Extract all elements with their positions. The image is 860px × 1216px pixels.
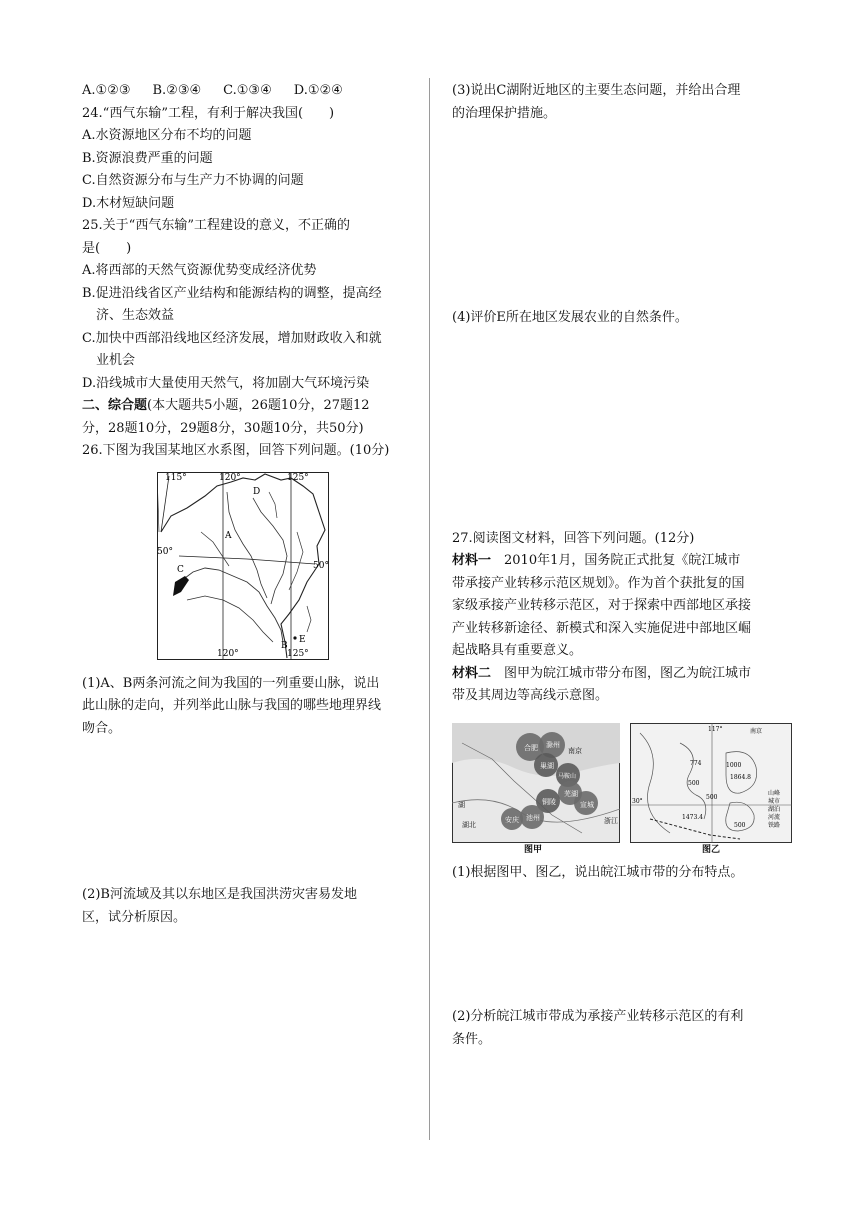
map-label-c: C bbox=[177, 565, 184, 575]
legend-lake: 湖泊 bbox=[768, 806, 781, 813]
label-maanshan: 马鞍山 bbox=[558, 773, 577, 780]
material-1-text-1: 2010年1月，国务院正式批复《皖江城市 bbox=[491, 553, 741, 568]
material-2-text-1: 图甲为皖江城市带分布图，图乙为皖江城市 bbox=[491, 665, 752, 681]
q27-m2-line2: 带及其周边等高线示意图。 bbox=[452, 688, 609, 703]
label-hefei: 合肥 bbox=[524, 744, 538, 752]
q27-sub1: (1)根据图甲、图乙，说出皖江城市带的分布特点。 bbox=[452, 864, 744, 880]
map-label-50-left: 50° bbox=[157, 547, 173, 557]
label-hubei: 湖北 bbox=[462, 821, 476, 829]
label-wuhu: 芜湖 bbox=[564, 790, 578, 798]
label-774: 774 bbox=[690, 760, 702, 767]
answer-space-3 bbox=[452, 125, 780, 307]
map-label-120-bottom: 120° bbox=[217, 649, 239, 659]
q27-m1-line2: 带承接产业转移示范区规划》。作为首个获批复的国 bbox=[452, 575, 745, 591]
legend-river: 河流 bbox=[768, 814, 781, 821]
q26-sub1-line2: 此山脉的走向，并列举此山脉与我国的哪些地理界线 bbox=[82, 698, 382, 713]
label-nanjing-b: 南京 bbox=[750, 728, 763, 735]
label-chuzhou: 滁州 bbox=[546, 741, 560, 749]
q27-stem: 27.阅读图文材料，回答下列问题。(12分) bbox=[452, 530, 695, 546]
q24-option-a: A.水资源地区分布不均的问题 bbox=[82, 128, 252, 143]
column-divider bbox=[429, 78, 430, 1140]
q27-m1-line4: 产业转移新途径、新模式和深入实施促进中部地区崛 bbox=[452, 620, 752, 636]
label-500-b: 500 bbox=[706, 794, 718, 801]
q25-stem-1: 25.关于“西气东输”工程建设的意义，不正确的 bbox=[82, 218, 350, 233]
q25-option-b-2: 济、生态效益 bbox=[96, 308, 175, 323]
q25-option-b-1: B.促进沿线省区产业结构和能源结构的调整，提高经 bbox=[82, 285, 382, 301]
label-tongling: 铜陵 bbox=[542, 798, 556, 806]
map-label-d: D bbox=[253, 487, 261, 497]
map-label-e: E bbox=[299, 635, 306, 645]
map-label-120-top: 120° bbox=[219, 473, 241, 483]
label-hu: 湖 bbox=[458, 801, 465, 809]
label-500-c: 500 bbox=[734, 822, 746, 829]
label-1000: 1000 bbox=[726, 762, 742, 769]
q27-m1-line1 bbox=[452, 550, 780, 573]
label-30: 30° bbox=[632, 798, 643, 805]
q26-sub1-line3: 吻合。 bbox=[82, 720, 122, 736]
q26-sub3-line1: (3)说出C湖附近地区的主要生态问题，并给出合理 bbox=[452, 83, 741, 98]
label-anqing: 安庆 bbox=[505, 816, 519, 824]
figure-b-caption: 图乙 bbox=[702, 845, 721, 855]
q23-option-a: A.①②③ bbox=[82, 83, 131, 98]
q27-sub2-line1: (2)分析皖江城市带成为承接产业转移示范区的有利 bbox=[452, 1009, 744, 1024]
q24-option-b: B.资源浪费严重的问题 bbox=[82, 150, 213, 166]
map-label-b: B bbox=[281, 641, 288, 651]
section2-title: 二、综合题 bbox=[82, 398, 148, 413]
q27-m1-line3: 家级承接产业转移示范区，对于探索中西部地区承接 bbox=[452, 598, 752, 613]
label-chizhou: 池州 bbox=[526, 814, 540, 822]
answer-space-4 bbox=[452, 330, 780, 528]
q23-option-d: D.①②④ bbox=[293, 83, 343, 98]
q27-m2-line1 bbox=[452, 663, 780, 686]
label-xuancheng: 宣城 bbox=[580, 801, 594, 809]
material-1-label: 材料一 bbox=[452, 553, 492, 568]
label-nanjing: 南京 bbox=[568, 747, 582, 755]
answer-space-27-1 bbox=[452, 884, 780, 1006]
river-system-map bbox=[157, 472, 329, 660]
q27-m1-line5: 起战略具有重要意义。 bbox=[452, 643, 583, 658]
q25-stem-2: 是( ) bbox=[82, 240, 132, 256]
figure-row bbox=[452, 723, 792, 855]
map-label-125-top: 125° bbox=[287, 473, 309, 483]
q23-option-b: B.②③④ bbox=[152, 83, 202, 98]
section2-desc-2: 分，28题10分，29题8分，30题10分，共50分) bbox=[82, 420, 364, 436]
section2-desc-1: (本大题共5小题，26题10分，27题12 bbox=[147, 398, 370, 413]
answer-space-1 bbox=[82, 740, 410, 884]
map-label-a: A bbox=[225, 531, 232, 541]
q23-options bbox=[82, 80, 410, 103]
q26-sub3-line2: 的治理保护措施。 bbox=[452, 105, 557, 121]
q26-sub2-line2: 区，试分析原因。 bbox=[82, 909, 187, 925]
map-label-115: 115° bbox=[165, 473, 187, 483]
legend-city: 城市 bbox=[768, 798, 781, 805]
q25-option-d: D.沿线城市大量使用天然气，将加剧大气环境污染 bbox=[82, 375, 370, 391]
right-column bbox=[452, 80, 780, 1051]
label-chaohu: 巢湖 bbox=[540, 762, 554, 770]
q24-option-c: C.自然资源分布与生产力不协调的问题 bbox=[82, 173, 304, 188]
label-zhejiang: 浙江 bbox=[604, 817, 618, 825]
legend-peak: 山峰 bbox=[768, 790, 781, 797]
figure-a-caption: 图甲 bbox=[524, 845, 543, 855]
label-500-a: 500 bbox=[688, 780, 700, 787]
map-label-50-right: 50° bbox=[313, 561, 329, 571]
legend-rail: 铁路 bbox=[768, 822, 781, 829]
figure-b-map bbox=[630, 723, 792, 843]
label-1864: 1864.8 bbox=[730, 774, 751, 781]
q27-sub2-line2: 条件。 bbox=[452, 1031, 492, 1047]
figure-a-map bbox=[452, 723, 620, 843]
q26-sub4: (4)评价E所在地区发展农业的自然条件。 bbox=[452, 310, 688, 325]
map-label-125-bottom: 125° bbox=[287, 649, 309, 659]
q25-option-c-2: 业机会 bbox=[96, 353, 136, 368]
q23-option-c: C.①③④ bbox=[223, 83, 272, 98]
label-1473: 1473.4 bbox=[682, 814, 703, 821]
q26-stem: 26.下图为我国某地区水系图，回答下列问题。(10分) bbox=[82, 443, 390, 458]
label-117: 117° bbox=[708, 726, 723, 733]
q26-sub1-line1: (1)A、B两条河流之间为我国的一列重要山脉，说出 bbox=[82, 675, 380, 691]
q24-option-d: D.木材短缺问题 bbox=[82, 195, 175, 211]
q24-stem: 24.“西气东输”工程，有利于解决我国( ) bbox=[82, 105, 335, 121]
q26-sub2-line1: (2)B河流域及其以东地区是我国洪涝灾害易发地 bbox=[82, 887, 357, 902]
material-2-label: 材料二 bbox=[452, 665, 492, 681]
q25-option-c-1: C.加快中西部沿线地区经济发展，增加财政收入和就 bbox=[82, 330, 382, 346]
section2-heading bbox=[82, 395, 410, 418]
q25-option-a: A.将西部的天然气资源优势变成经济优势 bbox=[82, 263, 317, 278]
